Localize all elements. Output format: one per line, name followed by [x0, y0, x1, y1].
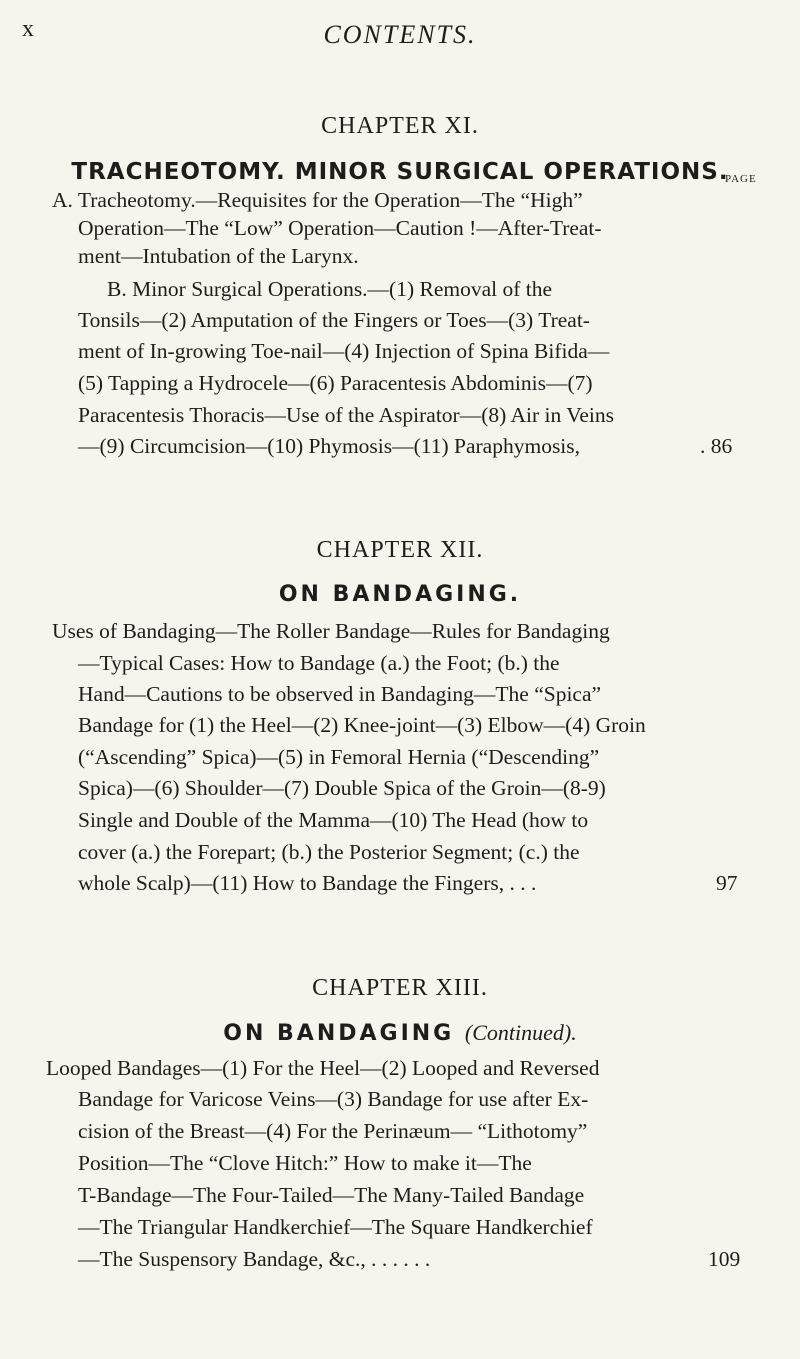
chapter-subtitle-note: (Continued).	[464, 1020, 577, 1045]
chapter-subtitle: ON BANDAGING.	[278, 582, 522, 607]
contents-line: cover (a.) the Forepart; (b.) the Posterior Segment; (c.) the	[78, 840, 580, 864]
contents-line: Looped Bandages—(1) For the Heel—(2) Looped and Reversed	[46, 1056, 600, 1080]
page-reference: . 86	[700, 434, 733, 458]
contents-line: Hand—Cautions to be observed in Bandaging—The “Spica”	[78, 682, 602, 706]
chapter-subtitle: TRACHEOTOMY. MINOR SURGICAL OPERATIONS.	[71, 159, 729, 185]
chapter-subtitle-text: ON BANDAGING	[223, 1021, 455, 1046]
contents-line: —The Triangular Handkerchief—The Square Handkerchief	[78, 1215, 593, 1239]
contents-line: B. Minor Surgical Operations.—(1) Removal of the	[107, 277, 553, 301]
contents-line: ment—Intubation of the Larynx.	[78, 244, 359, 268]
contents-line: (“Ascending” Spica)—(5) in Femoral Hernia (“Descending”	[78, 745, 600, 769]
contents-line: T-Bandage—The Four-Tailed—The Many-Tailed Bandage	[78, 1183, 585, 1207]
chapter-heading: CHAPTER XI.	[321, 113, 479, 139]
contents-line: —(9) Circumcision—(10) Phymosis—(11) Paraphymosis,	[78, 434, 581, 458]
page-number: x	[22, 16, 34, 42]
contents-line: Bandage for (1) the Heel—(2) Knee-joint—(3) Elbow—(4) Groin	[78, 713, 646, 737]
contents-line: Single and Double of the Mamma—(10) The Head (how to	[78, 808, 589, 832]
chapter-heading: CHAPTER XII.	[316, 537, 484, 563]
contents-line: whole Scalp)—(11) How to Bandage the Fingers, . . .	[78, 871, 537, 895]
page-reference: 97	[716, 871, 738, 895]
contents-line: —Typical Cases: How to Bandage (a.) the Foot; (b.) the	[78, 651, 560, 675]
contents-line: Position—The “Clove Hitch:” How to make it—The	[78, 1151, 532, 1175]
page-column-label: PAGE	[725, 173, 757, 185]
running-title: CONTENTS.	[323, 20, 477, 49]
contents-line: ment of In-growing Toe-nail—(4) Injection of Spina Bifida—	[78, 339, 610, 363]
contents-line: Bandage for Varicose Veins—(3) Bandage for use after Ex-	[78, 1087, 589, 1111]
contents-line: cision of the Breast—(4) For the Perinæum— “Lithotomy”	[78, 1119, 588, 1143]
contents-line: Uses of Bandaging—The Roller Bandage—Rules for Bandaging	[52, 619, 610, 643]
contents-line: Paracentesis Thoracis—Use of the Aspirator—(8) Air in Veins	[78, 403, 614, 427]
contents-line: —The Suspensory Bandage, &c., . . . . . .	[78, 1247, 431, 1271]
page-reference: 109	[708, 1247, 741, 1271]
contents-line: A. Tracheotomy.—Requisites for the Operation—The “High”	[52, 188, 583, 212]
running-head	[0, 12, 800, 52]
contents-line: Spica)—(6) Shoulder—(7) Double Spica of the Groin—(8-9)	[78, 776, 606, 800]
chapter-heading: CHAPTER XIII.	[312, 975, 488, 1001]
chapter-subtitle	[0, 1020, 800, 1046]
contents-line: (5) Tapping a Hydrocele—(6) Paracentesis Abdominis—(7)	[78, 371, 593, 395]
contents-line: Tonsils—(2) Amputation of the Fingers or Toes—(3) Treat-	[78, 308, 590, 332]
contents-line: Operation—The “Low” Operation—Caution !—After-Treat-	[78, 216, 602, 240]
